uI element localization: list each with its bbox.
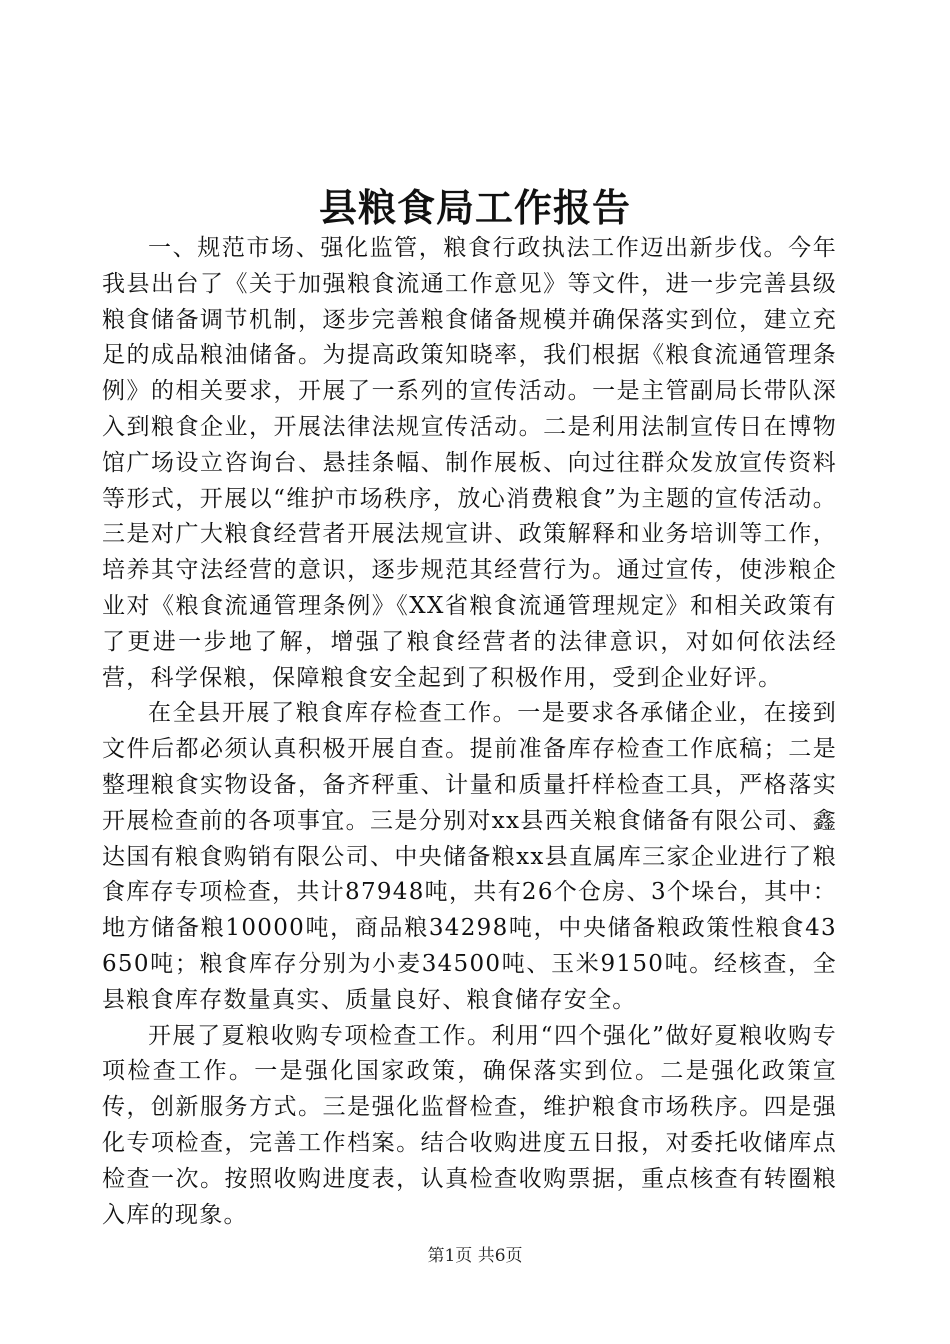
paragraph-market-regulation: 一、规范市场、强化监管，粮食行政执法工作迈出新步伐。今年我县出台了《关于加强粮食流通工作意见》等文件，进一步完善县级粮食储备调节机制，逐步完善粮食储备规模并确保落实到位，建立充足的成品粮油储备。为提高政策知晓率，我们根据《粮食流通管理条例》的相关要求，开展了一系列的宣传活动。一是主管副局长带队深入到粮食企业，开展法律法规宣传活动。二是利用法制宣传日在博物馆广场设立咨询台、悬挂条幅、制作展板、向过往群众发放宣传资料等形式，开展以“维护市场秩序，放心消费粮食”为主题的宣传活动。三是对广大粮食经营者开展法规宣讲、政策解释和业务培训等工作，培养其守法经营的意识，逐步规范其经营行为。通过宣传，使涉粮企业对《粮食流通管理条例》《XX省粮食流通管理规定》和相关政策有了更进一步地了解，增强了粮食经营者的法律意识，对如何依法经营，科学保粮，保障粮食安全起到了积极作用，受到企业好评。	[102, 235, 837, 691]
document-title: 县粮食局工作报告	[318, 185, 631, 230]
page-footer: 第1页 共6页	[427, 1246, 523, 1266]
paragraph-inventory-inspection: 在全县开展了粮食库存检查工作。一是要求各承储企业，在接到文件后都必须认真积极开展自查。提前准备库存检查工作底稿；二是整理粮食实物设备，备齐秤重、计量和质量扦样检查工具，严格落实开展检查前的各项事宜。三是分别对xx县西关粮食储备有限公司、鑫达国有粮食购销有限公司、中央储备粮xx县直属库三家企业进行了粮食库存专项检查，共计87948吨，共有26个仓房、3个垛台，其中：地方储备粮10000吨，商品粮34298吨，中央储备粮政策性粮食43650吨；粮食库存分别为小麦34500吨、玉米9150吨。经核查，全县粮食库存数量真实、质量良好、粮食储存安全。	[102, 700, 837, 1013]
document-body	[102, 231, 837, 1233]
paragraph-summer-grain-purchase: 开展了夏粮收购专项检查工作。利用“四个强化”做好夏粮收购专项检查工作。一是强化国家政策，确保落实到位。二是强化政策宣传，创新服务方式。三是强化监督检查，维护粮食市场秩序。四是强化专项检查，完善工作档案。结合收购进度五日报，对委托收储库点检查一次。按照收购进度表，认真检查收购票据，重点核查有转圈粮入库的现象。	[102, 1022, 837, 1228]
